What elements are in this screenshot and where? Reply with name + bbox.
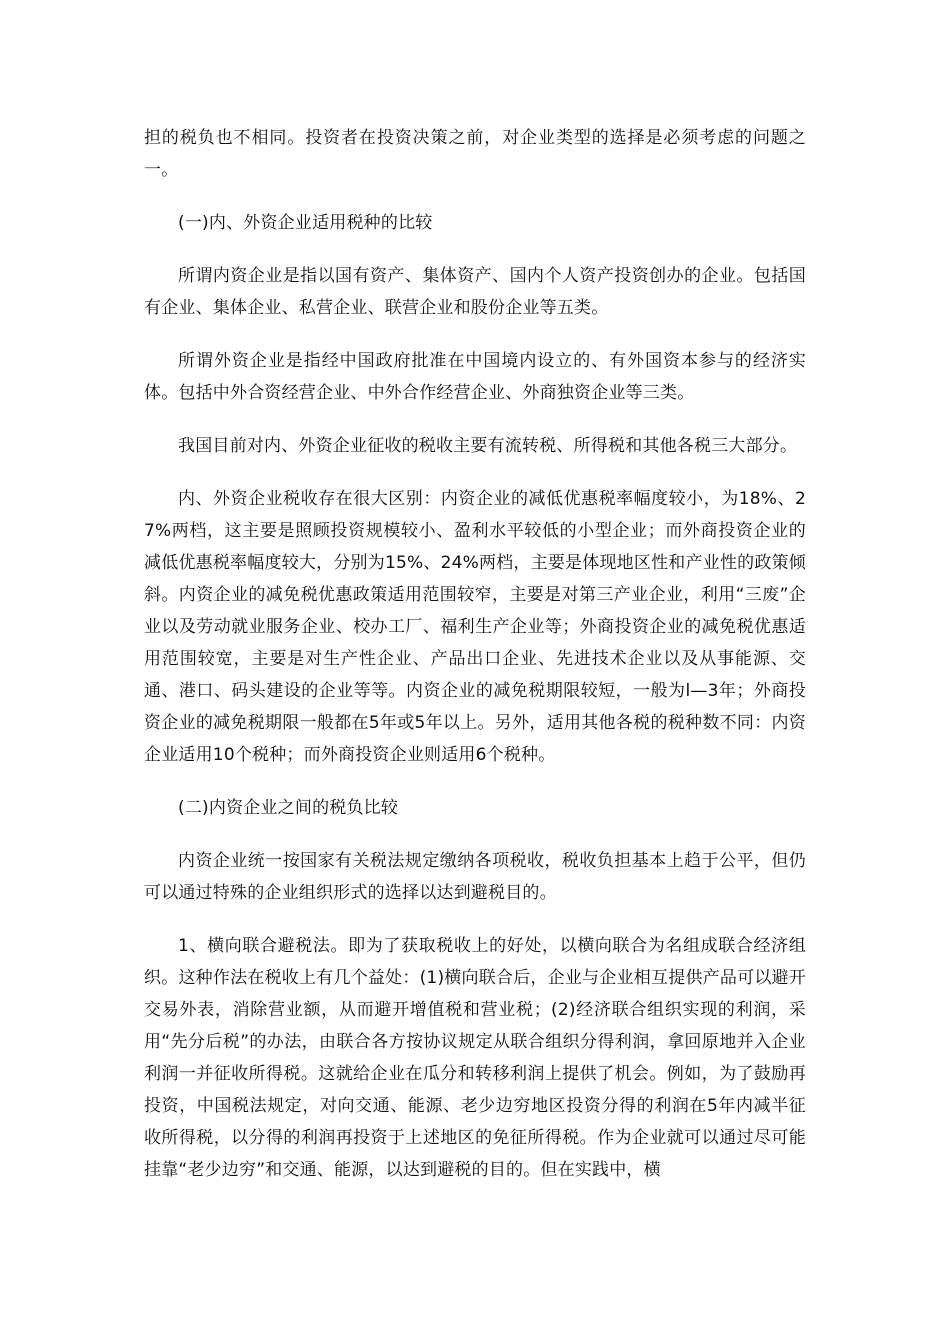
- paragraph-domestic-tax-burden: 内资企业统一按国家有关税法规定缴纳各项税收，税收负担基本上趋于公平，但仍可以通过特殊的企业组织形式的选择以达到避税目的。: [144, 851, 806, 903]
- section-heading-2: (二)内资企业之间的税负比较: [178, 798, 399, 818]
- paragraph-tax-categories: 我国目前对内、外资企业征收的税收主要有流转税、所得税和其他各税三大部分。: [178, 436, 798, 456]
- paragraph-foreign-enterprise: 所谓外资企业是指经中国政府批准在中国境内设立的、有外国资本参与的经济实体。包括中外合资经营企业、中外合作经营企业、外商独资企业等三类。: [144, 351, 806, 403]
- section-heading-1: (一)内、外资企业适用税种的比较: [178, 213, 433, 233]
- document-body: [144, 122, 806, 1207]
- paragraph-horizontal-alliance: 1、横向联合避税法。即为了获取税收上的好处，以横向联合为名组成联合经济组织。这种作法在税收上有几个益处：(1)横向联合后，企业与企业相互提供产品可以避开交易外表，消除营业额，从而避开增值税和营业税；(2)经济联合组织实现的利润，采用“先分后税”的办法，由联合各方按协议规定从联合组织分得利润，拿回原地并入企业利润一并征收所得税。这就给企业在瓜分和转移利润上提供了机会。例如，为了鼓励再投资，中国税法规定，对向交通、能源、老少边穷地区投资分得的利润在5年内减半征收所得税，以分得的利润再投资于上述地区的免征所得税。作为企业就可以通过尽可能挂靠“老少边穷”和交通、能源，以达到避税的目的。但在实践中，横: [144, 936, 806, 1180]
- paragraph-continuation: 担的税负也不相同。投资者在投资决策之前，对企业类型的选择是必须考虑的问题之一。: [144, 128, 806, 180]
- paragraph-domestic-enterprise: 所谓内资企业是指以国有资产、集体资产、国内个人资产投资创办的企业。包括国有企业、集体企业、私营企业、联营企业和股份企业等五类。: [144, 266, 806, 318]
- paragraph-tax-differences: 内、外资企业税收存在很大区别：内资企业的减低优惠税率幅度较小，为18%、27%两档，这主要是照顾投资规模较小、盈利水平较低的小型企业；而外商投资企业的减低优惠税率幅度较大，分别为15%、24%两档，主要是体现地区性和产业性的政策倾斜。内资企业的减免税优惠政策适用范围较窄，主要是对第三产业企业，利用“三废”企业以及劳动就业服务企业、校办工厂、福利生产企业等；外商投资企业的减免税优惠适用范围较宽，主要是对生产性企业、产品出口企业、先进技术企业以及从事能源、交通、港口、码头建设的企业等等。内资企业的减免税期限较短，一般为l—3年；外商投资企业的减免税期限一般都在5年或5年以上。另外，适用其他各税的税种数不同：内资企业适用10个税种；而外商投资企业则适用6个税种。: [144, 489, 806, 765]
